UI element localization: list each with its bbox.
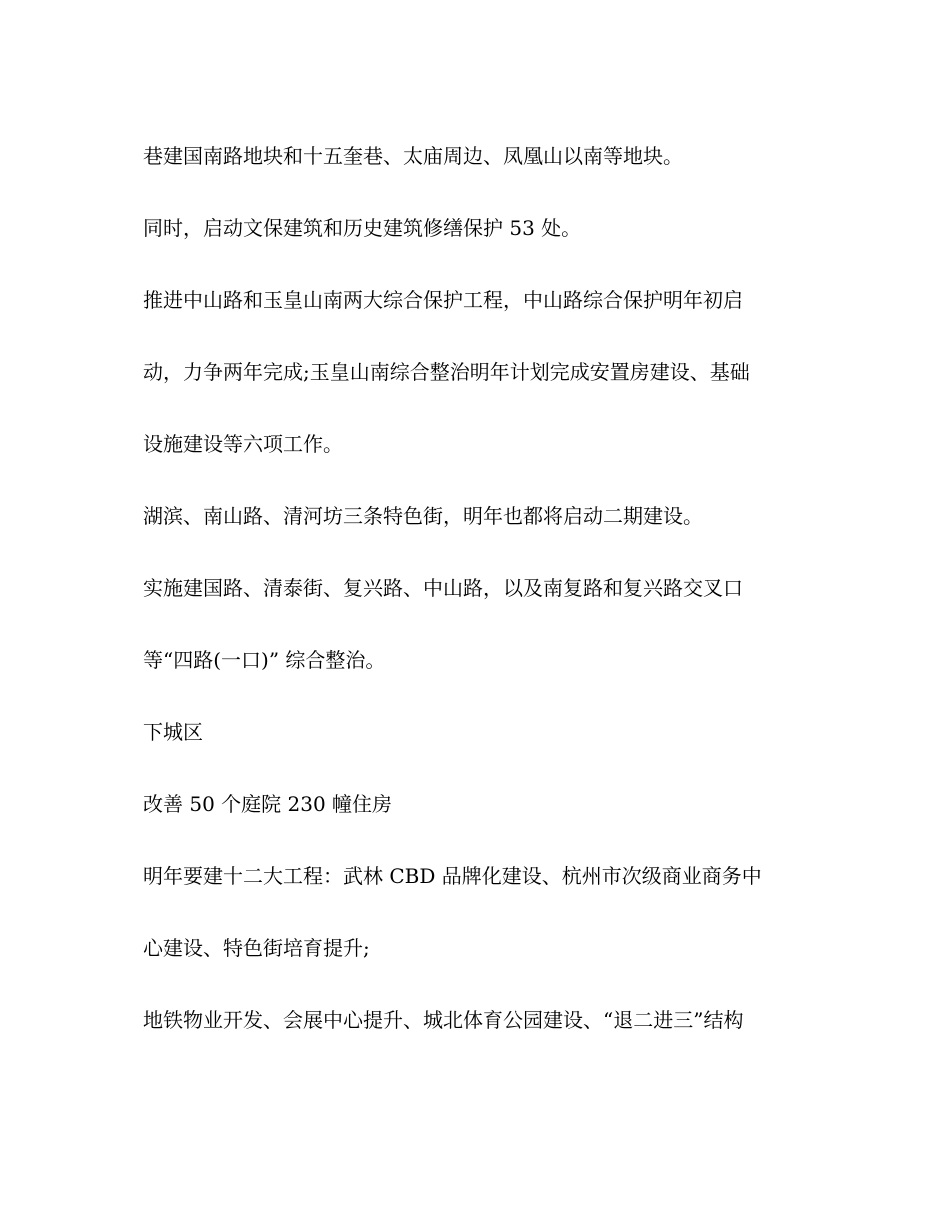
text-line: 等“四路(一口)” 综合整治。 [143,648,386,672]
text-line: 心建设、特色街培育提升; [143,936,370,960]
section-heading: 下城区 [143,720,203,744]
text-line: 地铁物业开发、会展中心提升、城北体育公园建设、“退二进三”结构 [143,1008,744,1032]
text-line: 巷建国南路地块和十五奎巷、太庙周边、凤凰山以南等地块。 [143,144,683,168]
text-line: 动，力争两年完成;玉皇山南综合整治明年计划完成安置房建设、基础 [143,360,750,384]
text-line: 明年要建十二大工程：武林 CBD 品牌化建设、杭州市次级商业商务中 [143,864,762,888]
text-line: 设施建设等六项工作。 [143,432,343,456]
text-line: 湖滨、南山路、清河坊三条特色街，明年也都将启动二期建设。 [143,504,703,528]
text-line: 推进中山路和玉皇山南两大综合保护工程，中山路综合保护明年初启 [143,288,743,312]
text-line: 实施建国路、清泰街、复兴路、中山路，以及南复路和复兴路交叉口 [143,576,743,600]
text-line: 改善 50 个庭院 230 幢住房 [143,792,393,816]
text-line: 同时，启动文保建筑和历史建筑修缮保护 53 处。 [143,216,582,240]
